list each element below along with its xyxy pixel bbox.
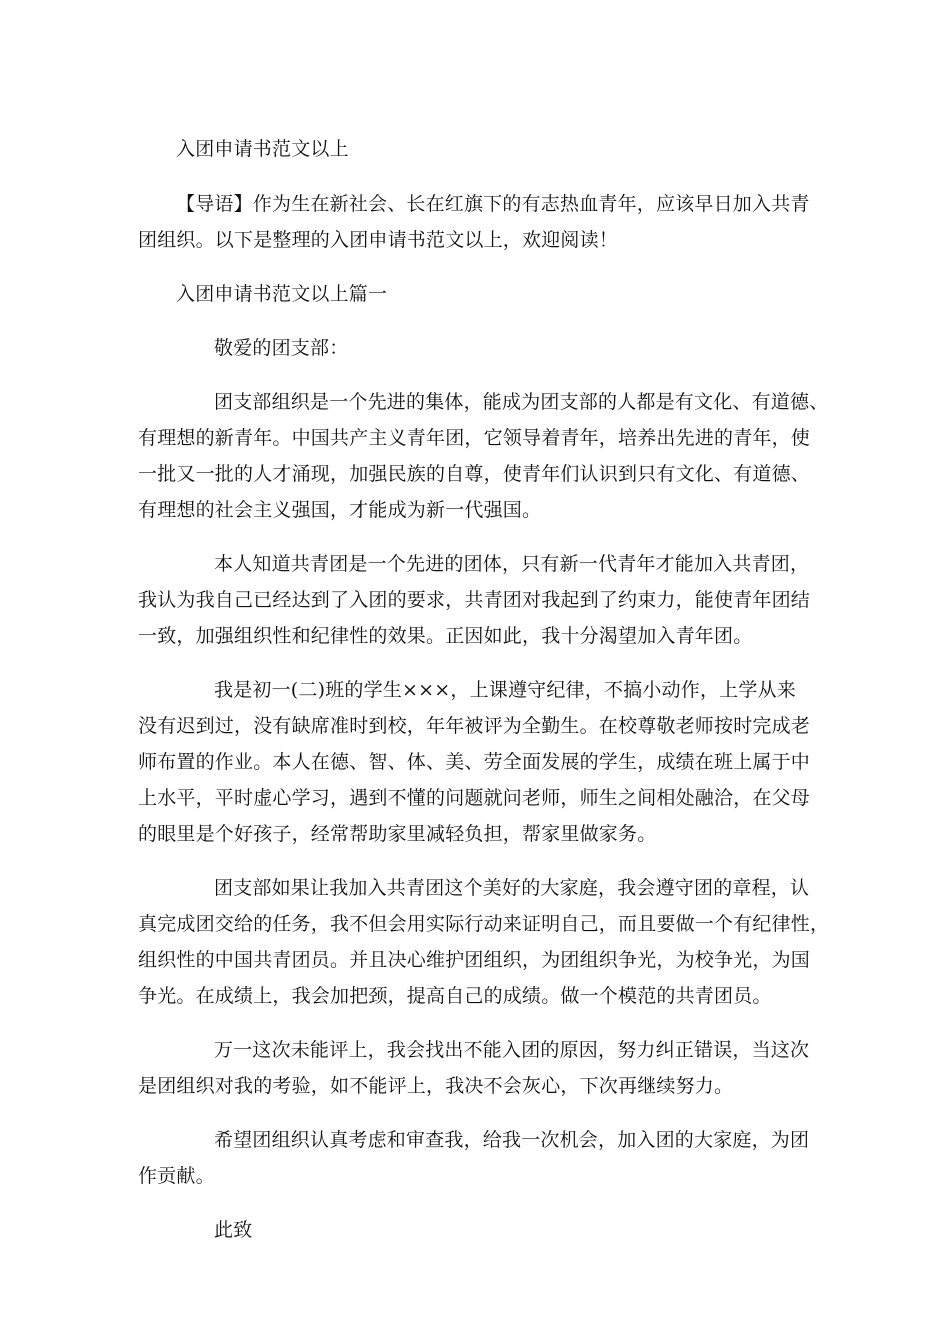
paragraph-2-line-2: 我认为我自己已经达到了入团的要求，共青团对我起到了约束力，能使青年团结 xyxy=(138,589,811,611)
paragraph-6-line-1: 希望团组织认真考虑和审查我，给我一次机会，加入团的大家庭，为团 xyxy=(214,1129,810,1151)
paragraph-1-line-4: 有理想的社会主义强国，才能成为新一代强国。 xyxy=(138,499,542,521)
paragraph-1-line-3: 一批又一批的人才涌现，加强民族的自尊，使青年们认识到只有文化、有道德、 xyxy=(138,463,811,485)
paragraph-3-line-3: 师布置的作业。本人在德、智、体、美、劳全面发展的学生，成绩在班上属于中 xyxy=(138,751,811,773)
paragraph-3-line-2: 没有迟到过，没有缺席准时到校，年年被评为全勤生。在校尊敬老师按时完成老 xyxy=(138,715,811,737)
guide-line-1: 【导语】作为生在新社会、长在红旗下的有志热血青年，应该早日加入共青 xyxy=(176,193,810,215)
paragraph-3-line-4: 上水平，平时虚心学习，遇到不懂的问题就问老师，师生之间相处融洽，在父母 xyxy=(138,787,811,809)
paragraph-5-line-1: 万一这次未能评上，我会找出不能入团的原因，努力纠正错误，当这次 xyxy=(214,1039,810,1061)
paragraph-4-line-1: 团支部如果让我加入共青团这个美好的大家庭，我会遵守团的章程，认 xyxy=(214,877,810,899)
paragraph-4-line-2: 真完成团交给的任务，我不但会用实际行动来证明自己，而且要做一个有纪律性， xyxy=(138,913,830,935)
paragraph-5-line-2: 是团组织对我的考验，如不能评上，我决不会灰心，下次再继续努力。 xyxy=(138,1075,734,1097)
paragraph-1-line-1: 团支部组织是一个先进的集体，能成为团支部的人都是有文化、有道德、 xyxy=(214,391,829,413)
section-heading: 入团申请书范文以上篇一 xyxy=(176,283,388,305)
paragraph-3-line-1: 我是初一(二)班的学生×××，上课遵守纪律，不搞小动作，上学从来 xyxy=(214,679,796,701)
closing: 此致 xyxy=(214,1219,253,1241)
salutation: 敬爱的团支部： xyxy=(214,337,349,359)
document-title: 入团申请书范文以上 xyxy=(176,138,349,160)
paragraph-4-line-4: 争光。在成绩上，我会加把颈，提高自己的成绩。做一个模范的共青团员。 xyxy=(138,985,772,1007)
paragraph-6-line-2: 作贡献。 xyxy=(138,1165,215,1187)
paragraph-2-line-3: 一致，加强组织性和纪律性的效果。正因如此，我十分渴望加入青年团。 xyxy=(138,625,753,647)
paragraph-2-line-1: 本人知道共青团是一个先进的团体，只有新一代青年才能加入共青团， xyxy=(214,553,810,575)
paragraph-1-line-2: 有理想的新青年。中国共产主义青年团，它领导着青年，培养出先进的青年，使 xyxy=(138,427,811,449)
paragraph-3-line-5: 的眼里是个好孩子，经常帮助家里减轻负担，帮家里做家务。 xyxy=(138,823,657,845)
paragraph-4-line-3: 组织性的中国共青团员。并且决心维护团组织，为团组织争光，为校争光，为国 xyxy=(138,949,811,971)
guide-line-2: 团组织。以下是整理的入团申请书范文以上，欢迎阅读！ xyxy=(138,229,619,251)
